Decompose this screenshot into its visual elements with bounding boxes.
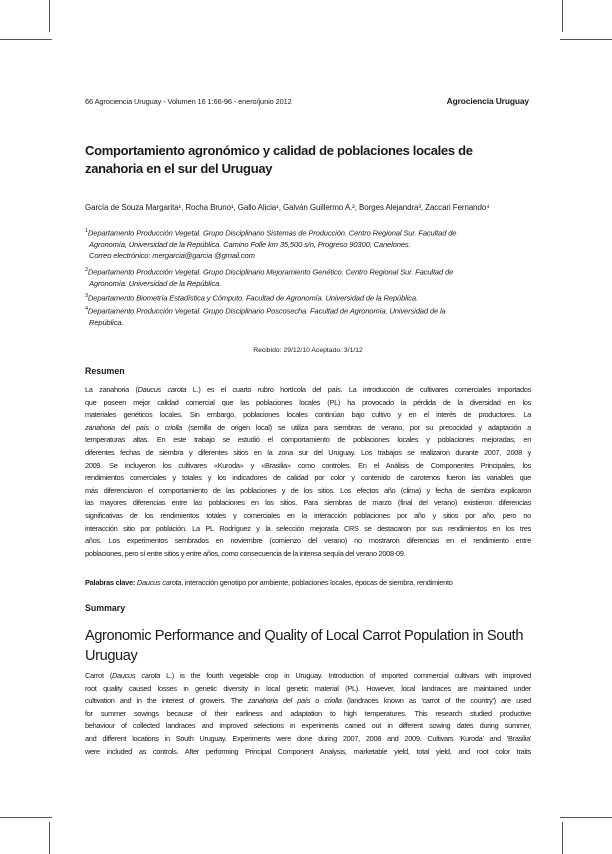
crop-mark xyxy=(560,39,612,40)
text-line: más diferenciaron el comportamiento de las poblaciones y de los sitios. Los efectos año (clima) y fecha de siembra explicaron xyxy=(85,485,531,495)
text-line: for summer sowings because of their earliness and adaptation to high temperatures. This research studied productive xyxy=(85,708,531,718)
text-line: las mayores diferencias entre las poblaciones en los sitios. Para siembras de marzo (final del verano) existieron diferencias xyxy=(85,498,531,508)
text-line: años. Los experimentos sembrados en noviembre (comienzo del verano) no mostraron diferencias en el rendimiento entre xyxy=(85,536,531,546)
resumen-body xyxy=(85,384,531,560)
affiliation-line: Agronomía, Universidad de la República. Camino Folle km 35,500 s/n, Progreso 90300, Canelones. xyxy=(89,239,411,249)
affiliation-1 xyxy=(85,226,531,261)
text-line: significativas de los rendimientos totales y comerciales en la interacción poblaciones por año y sitios por año, pero no xyxy=(85,510,531,520)
text-line: cultivation and in the interest of growers. The zanahoria del país o criolla (landraces known as 'carrot of the country') are used xyxy=(85,696,531,706)
crop-mark xyxy=(562,822,563,854)
crop-mark xyxy=(560,817,612,818)
text-line: interacción sitio por población. La PL Rodríguez y la selección mejorada CRS se destacaron por sus rendimientos en los tres xyxy=(85,523,531,533)
affiliation-4 xyxy=(85,304,531,328)
affiliation-line: Departamento Producción Vegetal. Grupo Disciplinario Sistemas de Producción. Centro Regional Sur. Facultad de xyxy=(87,228,457,238)
keywords-text: Daucus carota, interacción genotipo por ambiente, poblaciones locales, épocas de siembra, rendimiento xyxy=(136,578,453,587)
affiliation-2 xyxy=(85,265,531,289)
crop-mark xyxy=(49,822,50,854)
affiliation-line: Departamento Biometría Estadística y Cómputo. Facultad de Agronomía. Universidad de la República. xyxy=(87,293,418,303)
affiliation-number: 1 xyxy=(85,228,88,234)
affiliation-number: 3 xyxy=(85,293,88,299)
text-line: poblaciones, pero sí entre sitios y entre años, como consecuencia de la intensa sequía del verano 2008-09. xyxy=(85,548,406,558)
affiliation-3 xyxy=(85,291,531,304)
affiliation-number: 2 xyxy=(85,267,88,273)
text-line: root quality caused losses in genetic diversity in local genetic material (PL). However, local landraces are maintained under xyxy=(85,683,531,693)
text-line: Carrot (Daucus carota L.) is the fourth vegetable crop in Uruguay. Introduction of imported commercial cultivars with improved xyxy=(85,671,531,680)
author-list: García de Souza Margarita¹, Rocha Bruno¹, Gallo Alicia¹, Galván Guillermo A.², Borges Alejandra³, Zaccari Fernando⁴ xyxy=(85,203,490,212)
text-line: behaviour of collected landraces and improved selections in experiments carried out in different sowing dates during summer, xyxy=(85,721,531,731)
text-line: zanahoria del país o criolla (semilla de origen local) se utiliza para siembras de verano, por su precocidad y adaptación a xyxy=(85,422,531,432)
summary-heading: Summary xyxy=(85,603,126,613)
affiliation-line: Correo electrónico: mergarcia@garcia @gmail.com xyxy=(89,250,255,260)
english-title: Agronomic Performance and Quality of Local Carrot Population in South Uruguay xyxy=(85,628,524,664)
affiliation-line: Agronomía. Universidad de la República. xyxy=(89,278,222,288)
affiliation-line: Departamento Producción Vegetal. Grupo Disciplinario Mejoramiento Genético. Centro Regional Sur. Facultad de xyxy=(87,267,454,277)
text-line: La zanahoria (Daucus carota L.) es el cuarto rubro hortícola del país. La introducción de cultivares comerciales importados xyxy=(85,385,531,394)
text-line: materiales genéticos locales. Sin embargo, poblaciones locales continúan bajo cultivo y en el interés de productores. La xyxy=(85,410,531,420)
affiliation-line: República. xyxy=(89,317,124,327)
running-header-left: 66 Agrociencia Uruguay - Volumen 16 1:66-96 - enero/junio 2012 xyxy=(85,97,292,106)
affiliation-line: Departamento Producción Vegetal. Grupo Disciplinario Poscosecha. Facultad de Agronomía. Universidad de la xyxy=(87,306,446,316)
crop-mark xyxy=(0,39,52,40)
summary-body xyxy=(85,670,531,758)
running-header-journal: Agrociencia Uruguay xyxy=(446,96,529,106)
crop-mark xyxy=(562,0,563,32)
keywords xyxy=(85,578,531,587)
affiliation-number: 4 xyxy=(85,306,88,312)
text-line: 2009. Se incluyeron los cultivares «Kuroda» y «Brasilia» como controles. En el Análisis de Componentes Principales, los xyxy=(85,460,531,470)
crop-mark xyxy=(0,817,52,818)
paper-title: Comportamiento agronómico y calidad de poblaciones locales de zanahoria en el sur del Uruguay xyxy=(85,143,473,176)
text-line: were included as controls. After performing Principal Component Analysis, marketable yield, total yield, and root color traits xyxy=(85,746,531,756)
resumen-heading: Resumen xyxy=(85,366,125,376)
text-line: and different locations in South Uruguay. Experiments were done during 2007, 2008 and 2009. Cultivars 'Kuroda' and 'Brasilia' xyxy=(85,733,531,743)
crop-mark xyxy=(49,0,50,32)
text-line: que poseen mejor calidad comercial que las poblaciones locales (PL) ha provocado la pérdida de la diversidad en los xyxy=(85,397,531,407)
text-line: rendimientos comerciales y totales y los indicadores de calidad por color y contenido de carotenos fueron las variables que xyxy=(85,473,531,483)
keywords-label: Palabras clave: xyxy=(85,578,136,587)
text-line: diferentes fechas de siembra y diferentes sitios en la zona sur del Uruguay. Los trabajos se realizaron durante 2007, 2008 y xyxy=(85,447,531,457)
text-line: temperaturas altas. En este trabajo se estudió el comportamiento de poblaciones locales y poblaciones mejoradas, en xyxy=(85,435,531,445)
received-accepted-dates: Recibido: 29/12/10 Aceptado: 3/1/12 xyxy=(253,347,363,354)
